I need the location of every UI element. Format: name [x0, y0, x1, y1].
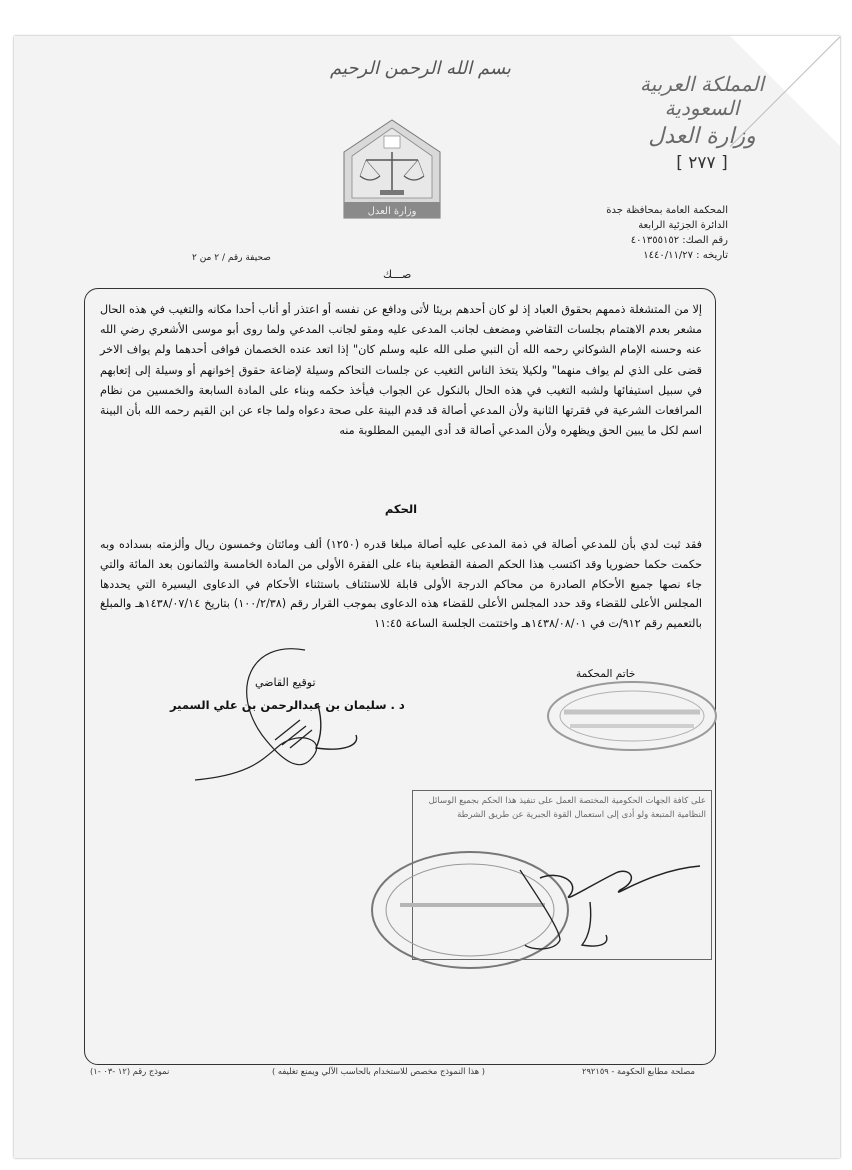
footer-form-number: نموذج رقم (١٢ -٠٣ -١)	[90, 1066, 170, 1076]
footer-notice: ( هذا النموذج مخصص للاستخدام بالحاسب الآلي ويمنع تغليفه )	[272, 1066, 486, 1076]
judge-name: د . سليمان بن عبدالرحمن بن علي السمير	[170, 698, 405, 712]
footer-printer: مصلحة مطابع الحكومة - ٢٩٢١٥٩	[582, 1066, 695, 1076]
attestation-text: على كافة الجهات الحكومية المختصة العمل على تنفيذ هذا الحكم بجميع الوسائل النظامية المتبعة ولو أدى إلى استعمال القوة الجبرية عن طريق الشرطة	[428, 796, 706, 820]
ministry-header	[622, 72, 782, 173]
kingdom-title: المملكة العربية السعودية	[639, 72, 765, 120]
court-info	[606, 203, 728, 263]
court-name: المحكمة العامة بمحافظة جدة	[606, 205, 728, 216]
ministry-emblem	[340, 118, 444, 220]
document-number: [ ٢٧٧ ]	[676, 153, 728, 173]
deed-number: رقم الصك: ٤٠١٣٥٥١٥٢	[630, 235, 728, 246]
court-seal-stamp	[540, 674, 720, 754]
court-seal-label: خاتم المحكمة	[576, 668, 636, 680]
verdict-paragraph: فقد ثبت لدي بأن للمدعي أصالة في ذمة المدعى عليه أصالة مبلغا قدره (١٢٥٠) ألف ومائتان وخمسون ريال وألزمته بسداده وبه حكمت حكما حضوريا وقد اكتسب هذا الحكم الصفة القطعية بناء على الفقرة الأولى من المادة الخامسة والثمانون بعد المائة والتي جاء نصها جميع الأحكام الصادرة من محاكم الدرجة الأولى قابلة للاستئناف باستثناء الأحكام في الدعاوى اليسيرة التي يحددها المجلس الأعلى للقضاء وقد حدد المجلس الأعلى للقضاء هذه الدعاوى بموجب القرار رقم (١٠٠/٢/٣٨) بتاريخ ١٤٣٨/٠٧/١٤هـ والمبلغ بالتعميم رقم ٩١٢/ت في ١٤٣٨/٠٨/٠١هـ واختتمت الجلسة الساعة ١١:٤٥	[100, 538, 702, 631]
ministry-title: وزارة العدل	[648, 124, 756, 149]
judge-signature-label: توقيع القاضي	[255, 676, 316, 689]
court-circuit: الدائرة الجزئية الرابعة	[638, 220, 728, 231]
verdict-heading: الحكم	[384, 502, 418, 516]
reasoning-paragraph: إلا من المتشغلة ذممهم بحقوق العباد إذ لو كان أحدهم بريئا لأتى ودافع عن نفسه أو اعتذر أو أناب أحدا مكانه والتغيب في هذه الحال مشعر بعدم الاهتمام بجلسات التقاضي ومضعف لجانب المدعى عليه ومقو لجانب المدعي ولما روى أبو موسى الأشعري رضي الله عنه وحسنه الإمام الشوكاني رحمه الله أن النبي صلى الله عليه وسلم كان" إذا اتعد عنده الخصمان فوافى أحدهما ولم يواف الاخر قضى على الذي لم يواف منهما" ولكيلا يتخذ الناس التغيب عن جلسات التحاكم وسيلة لإضاعة حقوق إخوانهم أو وسيلة إلى إتعابهم في سبيل استيفائها ولشبه التغيب في هذه الحال بالنكول عن الجواب فيأخذ حكمه وبناء على المادة السابعة والخمسين من نظام المرافعات الشرعية في فقرتها الثانية ولأن المدعي أصالة قد قدم البينة على صحة دعواه ولما جاء عن ابن القيم رحمه الله بأن البينة اسم لكل ما يبين الحق ويظهره ولأن المدعي أصالة قد أدى اليمين المطلوبة منه	[100, 303, 702, 438]
page-number: صحيفة رقم / ٢ من ٢	[192, 253, 271, 263]
document-type: صـــك	[383, 268, 412, 281]
deed-date: تاريخه : ١٤٤٠/١١/٢٧	[643, 250, 728, 261]
basmala: بسم الله الرحمن الرحيم	[330, 58, 511, 79]
emblem-text: وزارة العدل	[367, 206, 417, 217]
